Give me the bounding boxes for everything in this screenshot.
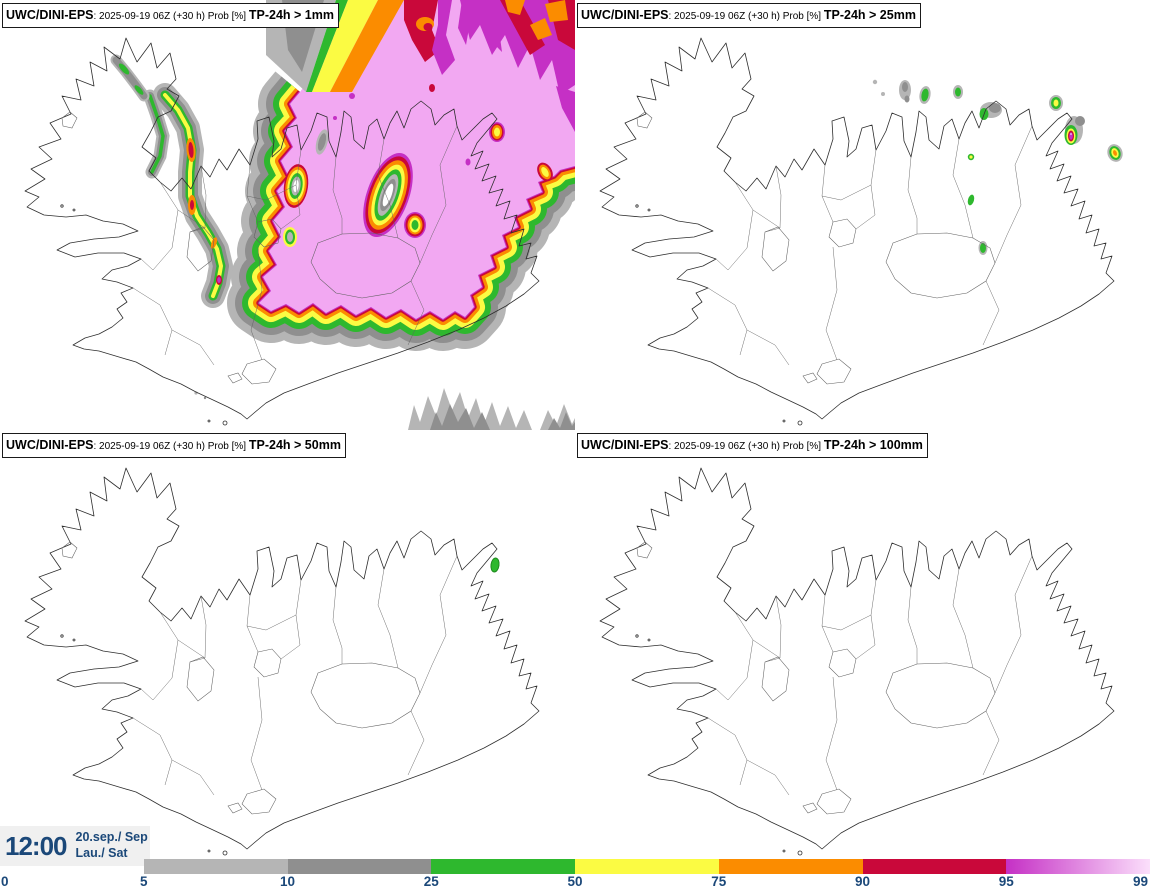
colorbar-tick-0: 0: [1, 874, 9, 889]
threshold-label: TP-24h > 25mm: [823, 8, 916, 22]
panel-title-25mm: [577, 3, 921, 28]
precip-overlay-50mm: [490, 558, 500, 573]
colorbar-segment-95-99: [1006, 859, 1150, 874]
run-info: : 2025-09-19 06Z (+30 h) Prob [%]: [668, 441, 824, 452]
probability-colorbar: [144, 859, 1150, 874]
colorbar-tick-75: 75: [711, 874, 727, 889]
threshold-label: TP-24h > 100mm: [823, 438, 923, 452]
colorbar-segment-5-10: [144, 859, 288, 874]
iceland-outline: [25, 452, 539, 856]
colorbar-ticks: [0, 874, 1150, 891]
colorbar-segment-75-90: [719, 859, 863, 874]
colorbar-tick-95: 95: [998, 874, 1014, 889]
panel-title-100mm: [577, 433, 928, 458]
colorbar-segment-50-75: [575, 859, 719, 874]
iceland-outline: [600, 452, 1114, 856]
model-label: UWC/DINI-EPS: [581, 8, 669, 22]
colorbar-segment-90-95: [863, 859, 1007, 874]
colorbar-tick-99: 99: [1132, 874, 1148, 889]
panel-title-1mm: [2, 3, 339, 28]
colorbar-tick-25: 25: [423, 874, 439, 889]
valid-date: [76, 830, 148, 861]
panel-title-50mm: [2, 433, 346, 458]
threshold-label: TP-24h > 1mm: [248, 8, 334, 22]
model-label: UWC/DINI-EPS: [6, 438, 94, 452]
colorbar-segment-25-50: [431, 859, 575, 874]
colorbar-segment-10-25: [288, 859, 432, 874]
threshold-label: TP-24h > 50mm: [248, 438, 341, 452]
colorbar-tick-5: 5: [139, 874, 148, 889]
valid-time: 12:00: [5, 830, 67, 861]
valid-time-box: [0, 826, 150, 866]
map-panel-50mm: [0, 430, 575, 860]
precip-overlay-1mm: [116, 0, 575, 430]
colorbar-tick-90: 90: [854, 874, 871, 889]
map-panel-25mm: [575, 0, 1150, 430]
run-info: : 2025-09-19 06Z (+30 h) Prob [%]: [93, 11, 249, 22]
colorbar-tick-50: 50: [567, 874, 583, 889]
day-line: Lau./ Sat: [75, 846, 128, 860]
map-panel-100mm: [575, 430, 1150, 860]
run-info: : 2025-09-19 06Z (+30 h) Prob [%]: [668, 11, 824, 22]
map-panel-1mm: [0, 0, 575, 430]
spot-east: [1105, 142, 1125, 164]
model-label: UWC/DINI-EPS: [6, 8, 94, 22]
colorbar-tick-10: 10: [279, 874, 296, 889]
model-label: UWC/DINI-EPS: [581, 438, 669, 452]
spot-intense: [1065, 116, 1086, 145]
iceland-outline: [600, 22, 1114, 426]
date-line: 20.sep./ Sep: [75, 830, 148, 845]
run-info: : 2025-09-19 06Z (+30 h) Prob [%]: [93, 441, 249, 452]
